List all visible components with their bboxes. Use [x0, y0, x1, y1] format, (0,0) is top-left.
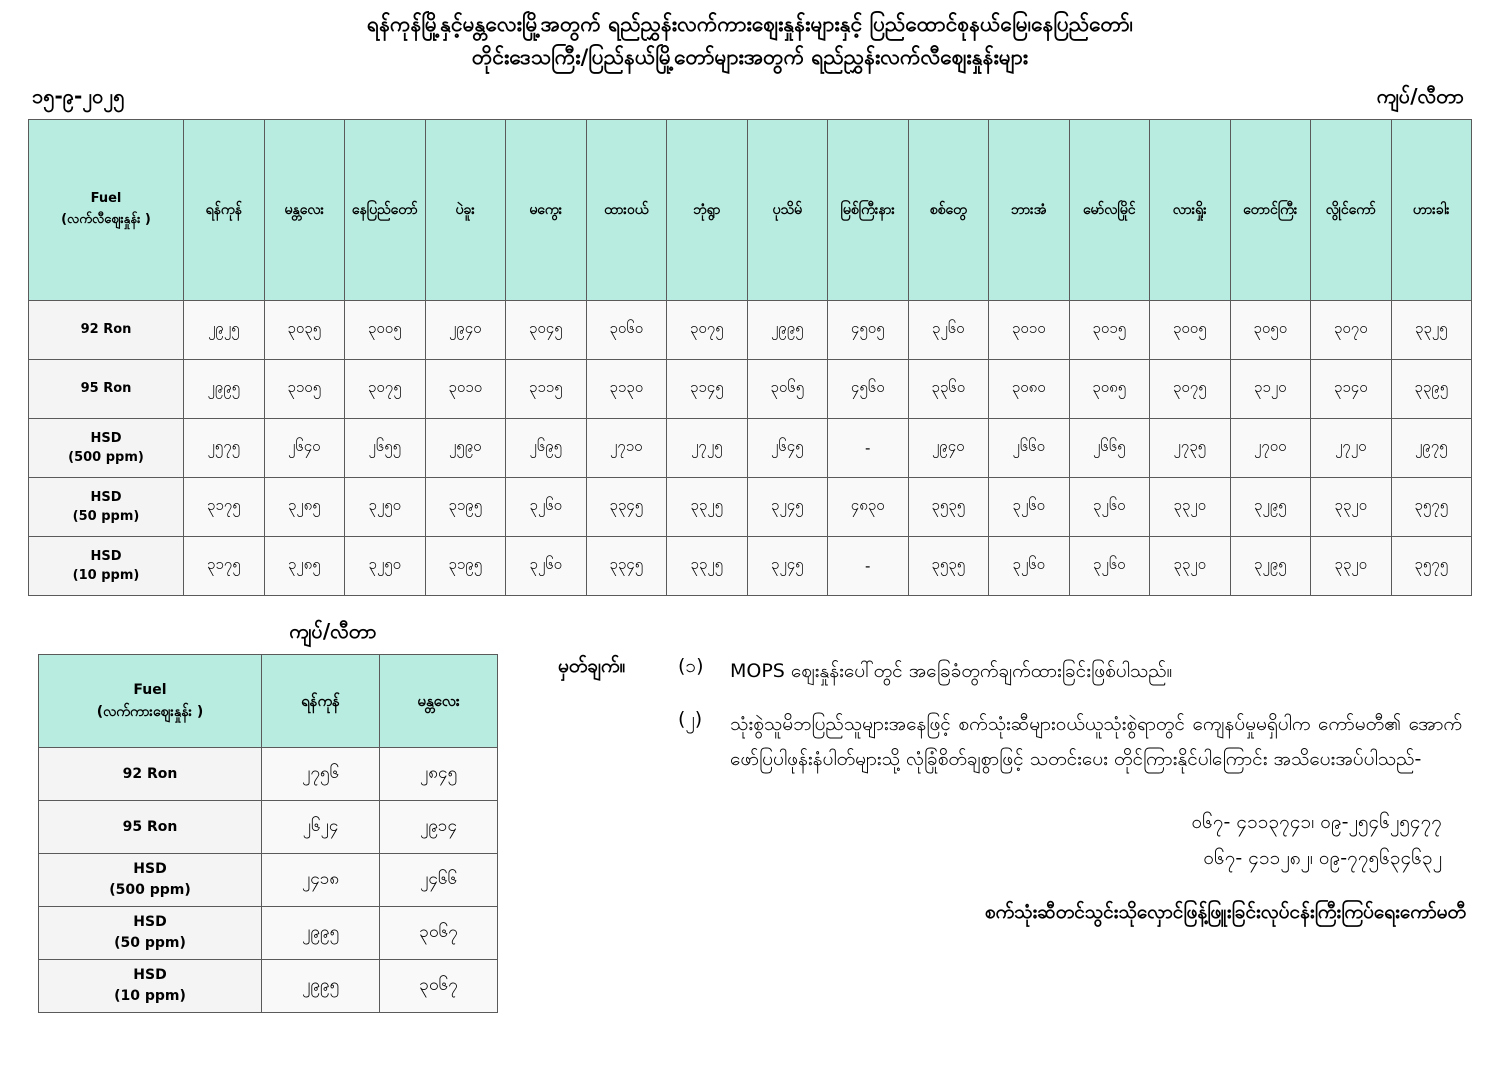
price-cell: ၂၉၉၅ [184, 360, 265, 419]
price-cell: ၃၅၇၅ [1391, 478, 1472, 537]
price-cell: ၃၁၇၅ [184, 478, 265, 537]
price-cell: ၂၇၂၅ [667, 419, 748, 478]
price-cell: ၃၀၃၅ [264, 301, 345, 360]
column-header-city: ပဲခူး [425, 120, 506, 301]
table-row [39, 748, 498, 801]
price-cell: ၃၁၉၅ [425, 478, 506, 537]
column-header-city: မကွေး [506, 120, 587, 301]
price-cell: ၃၀၀၅ [345, 301, 426, 360]
column-header-city: လွိုင်ကော် [1311, 120, 1392, 301]
price-cell: ၃၃၄၅ [586, 537, 667, 596]
notes-section [508, 618, 1472, 928]
price-cell: ၃၁၀၅ [264, 360, 345, 419]
row-label-line-1: 92 Ron [80, 322, 132, 338]
price-cell: ၃၃၂၀ [1311, 537, 1392, 596]
document-date: ၁၅-၉-၂၀၂၅ [32, 84, 125, 109]
price-cell: ၂၆၅၅ [345, 419, 426, 478]
price-cell: ၃၂၆၀ [506, 537, 587, 596]
phone-line: ၀၆၇- ၄၁၁၂၈၂၊ ၀၉-၇၇၅၆၃၄၆၃၂ [1203, 846, 1442, 869]
row-label-line-2: (500 ppm) [68, 450, 144, 466]
row-label-line-1: HSD [90, 548, 122, 564]
price-cell: ၂၄၆၆ [380, 854, 498, 907]
column-header-fuel [39, 655, 262, 748]
price-cell: ၂၈၄၅ [380, 748, 498, 801]
price-cell: ၂၆၆၀ [989, 419, 1070, 478]
table-row [39, 801, 498, 854]
price-cell: ၃၀၇၅ [1150, 360, 1231, 419]
wholesale-price-table [38, 654, 498, 1013]
contact-phones [558, 804, 1472, 876]
price-cell: ၃၀၅၀ [1230, 301, 1311, 360]
price-cell: ၂၉၄၀ [908, 419, 989, 478]
notes-label-spacer [558, 707, 678, 777]
price-cell: ၃၀၇၀ [1311, 301, 1392, 360]
row-label-line-1: HSD [133, 914, 167, 931]
price-cell: ၂၆၂၄ [262, 801, 380, 854]
row-label-line-2: (10 ppm) [72, 568, 140, 584]
row-label [29, 301, 184, 360]
price-cell: ၃၅၃၅ [908, 537, 989, 596]
wholesale-table-head [39, 655, 498, 748]
row-label [39, 907, 262, 960]
row-label-line-2: (50 ppm) [72, 509, 140, 525]
price-cell: ၂၇၁၀ [586, 419, 667, 478]
price-cell: ၂၉၂၅ [184, 301, 265, 360]
table-row [29, 537, 1472, 596]
price-cell: ၃၃၉၅ [1391, 360, 1472, 419]
row-label-line-1: 92 Ron [122, 765, 178, 782]
column-header-city: မန္တလေး [380, 655, 498, 748]
note-item [558, 707, 1472, 777]
fuel-header-line-2: (လက်လီဈေးနှုန်း ) [61, 212, 151, 228]
price-cell: ၃၃၂၅ [667, 478, 748, 537]
column-header-city: နေပြည်တော် [345, 120, 426, 301]
retail-price-table [28, 119, 1472, 596]
price-cell: ၃၂၆၀ [1069, 537, 1150, 596]
price-cell: ၄၅၆၀ [828, 360, 909, 419]
price-cell: ၃၀၀၅ [1150, 301, 1231, 360]
price-cell: ၃၀၈၀ [989, 360, 1070, 419]
note-number: (၂) [678, 708, 703, 731]
price-table-header-row [29, 120, 1472, 301]
price-cell: ၃၀၄၅ [506, 301, 587, 360]
column-header-city: ထားဝယ် [586, 120, 667, 301]
price-cell: ၃၅၃၅ [908, 478, 989, 537]
price-cell: ၃၂၆၀ [506, 478, 587, 537]
price-cell: ၃၅၇၅ [1391, 537, 1472, 596]
price-cell: ၃၀၇၅ [667, 301, 748, 360]
price-cell: ၃၀၇၅ [345, 360, 426, 419]
price-cell: ၃၀၆၇ [380, 960, 498, 1013]
price-cell: ၂၆၄၀ [264, 419, 345, 478]
price-cell: ၃၁၇၅ [184, 537, 265, 596]
table-row [39, 907, 498, 960]
unit-label-right: ကျပ်/လီတာ [1376, 84, 1464, 109]
price-cell: ၃၂၄၅ [747, 478, 828, 537]
price-cell: ၂၇၃၅ [1150, 419, 1231, 478]
price-cell: ၃၀၆၀ [586, 301, 667, 360]
row-label [39, 748, 262, 801]
price-cell: ၃၀၈၅ [1069, 360, 1150, 419]
phone-line: ၀၆၇- ၄၁၁၃၇၄၁၊ ၀၉-၂၅၄၆၂၅၄၇၇ [1191, 810, 1442, 833]
row-label-line-2: (500 ppm) [109, 882, 191, 899]
price-cell: ၃၁၃၀ [586, 360, 667, 419]
price-cell: ၃၀၆၇ [380, 907, 498, 960]
column-header-city: မန္တလေး [264, 120, 345, 301]
price-cell: ၂၉၇၅ [1391, 419, 1472, 478]
price-cell: ၃၂၈၅ [264, 478, 345, 537]
price-cell: ၃၀၆၅ [747, 360, 828, 419]
price-cell: - [828, 537, 909, 596]
price-cell: ၂၇၀၀ [1230, 419, 1311, 478]
column-header-city: လားရှိုး [1150, 120, 1231, 301]
row-label-line-2: (50 ppm) [114, 935, 186, 952]
table-row [29, 360, 1472, 419]
price-cell: ၃၀၁၅ [1069, 301, 1150, 360]
price-cell: ၃၃၂၀ [1150, 478, 1231, 537]
price-cell: ၃၂၆၀ [1069, 478, 1150, 537]
column-header-city: စစ်တွေ [908, 120, 989, 301]
price-cell: ၂၅၇၅ [184, 419, 265, 478]
price-cell: ၃၃၂၀ [1311, 478, 1392, 537]
row-label-line-1: 95 Ron [122, 818, 178, 835]
row-label [29, 537, 184, 596]
column-header-city: ဟားခါး [1391, 120, 1472, 301]
row-label [39, 960, 262, 1013]
row-label [39, 854, 262, 907]
row-label [29, 478, 184, 537]
row-label-line-1: HSD [133, 861, 167, 878]
meta-row [28, 83, 1472, 113]
row-label [39, 801, 262, 854]
price-cell: ၃၁၄၅ [667, 360, 748, 419]
price-cell: ၂၆၉၅ [506, 419, 587, 478]
price-cell: ၄၅၀၅ [828, 301, 909, 360]
page-title-line-1: ရန်ကုန်မြို့နှင့်မန္တလေးမြို့အတွက် ရည်ညွှန်းလက်ကားဈေးနှုန်းများနှင့် ပြည်ထောင်စုနယ်မြေ၊နေပြည်တော်၊ [367, 12, 1133, 36]
wholesale-table-body [39, 748, 498, 1013]
note-number: (၁) [678, 655, 704, 678]
price-cell: ၃၂၉၅ [1230, 537, 1311, 596]
column-header-city: ဘုံရွာ [667, 120, 748, 301]
note-item [558, 654, 1472, 689]
column-header-fuel [29, 120, 184, 301]
wholesale-table-header-row [39, 655, 498, 748]
price-cell: ၃၂၆၀ [989, 478, 1070, 537]
price-cell: ၃၀၁၀ [989, 301, 1070, 360]
price-table-body [29, 301, 1472, 596]
column-header-city: တောင်ကြီး [1230, 120, 1311, 301]
price-cell: ၂၉၄၀ [425, 301, 506, 360]
table-row [29, 419, 1472, 478]
unit-label-center: ကျပ်/လီတာ [289, 619, 377, 644]
price-cell: ၂၉၉၅ [262, 907, 380, 960]
price-cell: ၃၁၄၀ [1311, 360, 1392, 419]
price-cell: ၂၇၅၆ [262, 748, 380, 801]
row-label [29, 360, 184, 419]
row-label-line-1: 95 Ron [80, 381, 132, 397]
price-cell: ၂၆၄၅ [747, 419, 828, 478]
column-header-city: မြစ်ကြီးနား [828, 120, 909, 301]
issuing-organization: စက်သုံးဆီတင်သွင်းသိုလှောင်ဖြန့်ဖြူးခြင်းလုပ်ငန်းကြီးကြပ်ရေးကော်မတီ [984, 900, 1466, 923]
price-cell: ၃၁၂၀ [1230, 360, 1311, 419]
table-row [39, 960, 498, 1013]
price-cell: - [828, 419, 909, 478]
price-cell: ၂၉၉၅ [262, 960, 380, 1013]
price-cell: ၂၉၉၅ [747, 301, 828, 360]
price-cell: ၃၁၁၅ [506, 360, 587, 419]
column-header-city: မော်လမြိုင် [1069, 120, 1150, 301]
row-label [29, 419, 184, 478]
price-cell: ၂၇၂၀ [1311, 419, 1392, 478]
row-label-line-2: (10 ppm) [114, 988, 186, 1005]
price-cell: ၃၂၈၅ [264, 537, 345, 596]
table-row [29, 301, 1472, 360]
price-cell: ၂၆၆၅ [1069, 419, 1150, 478]
price-cell: ၂၉၁၄ [380, 801, 498, 854]
price-cell: ၃၂၄၅ [747, 537, 828, 596]
wholesale-section [28, 618, 508, 1013]
table-row [29, 478, 1472, 537]
title-block [28, 0, 1472, 73]
price-cell: ၃၃၂၅ [1391, 301, 1472, 360]
lower-area [28, 618, 1472, 1013]
column-header-city: ရန်ကုန် [184, 120, 265, 301]
note-text: သုံးစွဲသူမိဘပြည်သူများအနေဖြင့် စက်သုံးဆီများဝယ်ယူသုံးစွဲရာတွင် ကျေနပ်မှုမရှိပါက ကော်မတီ၏ အောက်ဖော်ပြပါဖုန်းနံပါတ်များသို့ လုံခြုံစိတ်ချစွာဖြင့် သတင်းပေး တိုင်ကြားနိုင်ပါကြောင်း အသိပေးအပ်ပါသည်- [730, 713, 1462, 771]
column-header-city: ပုသိမ် [747, 120, 828, 301]
price-cell: ၂၅၉၀ [425, 419, 506, 478]
note-text: MOPS ဈေးနှုန်းပေါ်တွင် အခြေခံတွက်ချက်ထားခြင်းဖြစ်ပါသည်။ [730, 660, 1173, 683]
price-cell: ၄၈၃၀ [828, 478, 909, 537]
fuel-header-line-2: (လက်ကားဈေးနှုန်း ) [96, 704, 204, 721]
price-table-head [29, 120, 1472, 301]
price-cell: ၃၂၆၀ [989, 537, 1070, 596]
price-cell: ၃၃၂၀ [1150, 537, 1231, 596]
price-cell: ၃၂၅၀ [345, 537, 426, 596]
price-cell: ၃၀၁၀ [425, 360, 506, 419]
fuel-header-line-1: Fuel [133, 681, 167, 698]
price-cell: ၃၂၉၅ [1230, 478, 1311, 537]
price-cell: ၂၄၁၈ [262, 854, 380, 907]
row-label-line-1: HSD [133, 967, 167, 984]
fuel-header-line-1: Fuel [90, 191, 122, 207]
column-header-city: ရန်ကုန် [262, 655, 380, 748]
notes-label: မှတ်ချက်။ [558, 655, 626, 678]
table-row [39, 854, 498, 907]
column-header-city: ဘားအံ [989, 120, 1070, 301]
price-cell: ၃၃၂၅ [667, 537, 748, 596]
price-cell: ၃၃၄၅ [586, 478, 667, 537]
price-cell: ၃၂၅၀ [345, 478, 426, 537]
row-label-line-1: HSD [90, 489, 122, 505]
page-title-line-2: တိုင်းဒေသကြီး/ပြည်နယ်မြို့တော်များအတွက် ရည်ညွှန်းလက်လီဈေးနှုန်းများ [471, 44, 1029, 69]
price-cell: ၃၂၆၀ [908, 301, 989, 360]
row-label-line-1: HSD [90, 430, 122, 446]
price-cell: ၃၃၆၀ [908, 360, 989, 419]
price-cell: ၃၁၉၅ [425, 537, 506, 596]
